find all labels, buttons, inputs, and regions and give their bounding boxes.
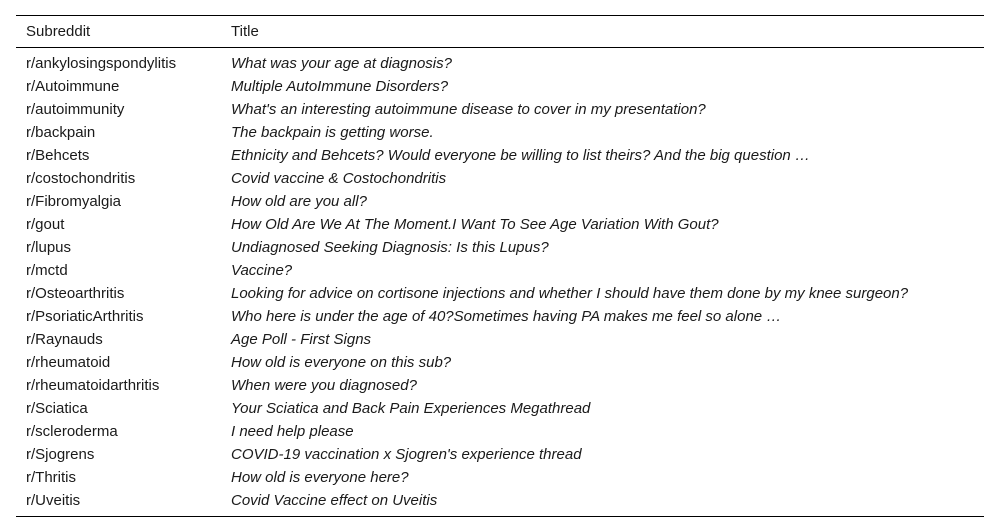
header-row <box>16 16 984 48</box>
subreddit-cell: r/Sjogrens <box>26 445 95 463</box>
table-row <box>16 328 984 351</box>
subreddit-cell: r/Raynauds <box>26 330 103 348</box>
subreddit-cell: r/autoimmunity <box>26 100 125 118</box>
subreddit-cell: r/costochondritis <box>26 169 136 187</box>
subreddit-table-container <box>16 15 984 517</box>
subreddit-cell: r/gout <box>26 215 65 233</box>
title-cell: Multiple AutoImmune Disorders? <box>231 77 449 95</box>
title-cell: How old are you all? <box>231 192 367 210</box>
subreddit-cell: r/rheumatoidarthritis <box>26 376 160 394</box>
title-cell: What was your age at diagnosis? <box>231 54 452 72</box>
subreddit-cell: r/Sciatica <box>26 399 88 417</box>
table-row <box>16 190 984 213</box>
subreddit-cell: r/rheumatoid <box>26 353 111 371</box>
table-row <box>16 443 984 466</box>
table-body <box>16 48 984 517</box>
title-cell: What's an interesting autoimmune disease to cover in my presentation? <box>231 100 706 118</box>
title-cell: Age Poll - First Signs <box>231 330 372 348</box>
table-row <box>16 121 984 144</box>
subreddit-cell: r/Fibromyalgia <box>26 192 122 210</box>
title-cell: When were you diagnosed? <box>231 376 417 394</box>
subreddit-table <box>16 15 984 517</box>
table-row <box>16 351 984 374</box>
table-row <box>16 48 984 76</box>
subreddit-cell: r/ankylosingspondylitis <box>26 54 177 72</box>
subreddit-cell: r/Osteoarthritis <box>26 284 125 302</box>
title-cell: How Old Are We At The Moment.I Want To See Age Variation With Gout? <box>231 215 719 233</box>
table-row <box>16 420 984 443</box>
title-cell: How old is everyone here? <box>231 468 409 486</box>
table-row <box>16 167 984 190</box>
table-row <box>16 282 984 305</box>
subreddit-cell: r/lupus <box>26 238 72 256</box>
table-row <box>16 305 984 328</box>
table-row <box>16 98 984 121</box>
title-cell: Vaccine? <box>231 261 293 279</box>
title-cell: COVID-19 vaccination x Sjogren's experience thread <box>231 445 582 463</box>
subreddit-cell: r/mctd <box>26 261 68 279</box>
subreddit-cell: r/Autoimmune <box>26 77 120 95</box>
header-subreddit: Subreddit <box>26 22 91 40</box>
subreddit-cell: r/Uveitis <box>26 491 81 509</box>
title-cell: How old is everyone on this sub? <box>231 353 452 371</box>
table-header <box>16 16 984 48</box>
header-title: Title <box>231 22 259 40</box>
title-cell: Looking for advice on cortisone injections and whether I should have them done by my knee surgeon? <box>231 284 909 302</box>
subreddit-cell: r/backpain <box>26 123 96 141</box>
subreddit-cell: r/Thritis <box>26 468 76 486</box>
title-cell: The backpain is getting worse. <box>231 123 434 141</box>
subreddit-cell: r/Behcets <box>26 146 90 164</box>
table-row <box>16 374 984 397</box>
title-cell: Your Sciatica and Back Pain Experiences Megathread <box>231 399 591 417</box>
title-cell: Who here is under the age of 40?Sometimes having PA makes me feel so alone … <box>231 307 782 325</box>
table-row <box>16 144 984 167</box>
table-row <box>16 213 984 236</box>
title-cell: Covid vaccine & Costochondritis <box>231 169 447 187</box>
subreddit-cell: r/PsoriaticArthritis <box>26 307 144 325</box>
title-cell: Undiagnosed Seeking Diagnosis: Is this Lupus? <box>231 238 549 256</box>
table-row <box>16 466 984 489</box>
table-row <box>16 489 984 517</box>
table-row <box>16 259 984 282</box>
title-cell: Ethnicity and Behcets? Would everyone be willing to list theirs? And the big question … <box>231 146 810 164</box>
subreddit-cell: r/scleroderma <box>26 422 118 440</box>
title-cell: I need help please <box>231 422 354 440</box>
title-cell: Covid Vaccine effect on Uveitis <box>231 491 438 509</box>
table-row <box>16 236 984 259</box>
table-row <box>16 397 984 420</box>
table-row <box>16 75 984 98</box>
